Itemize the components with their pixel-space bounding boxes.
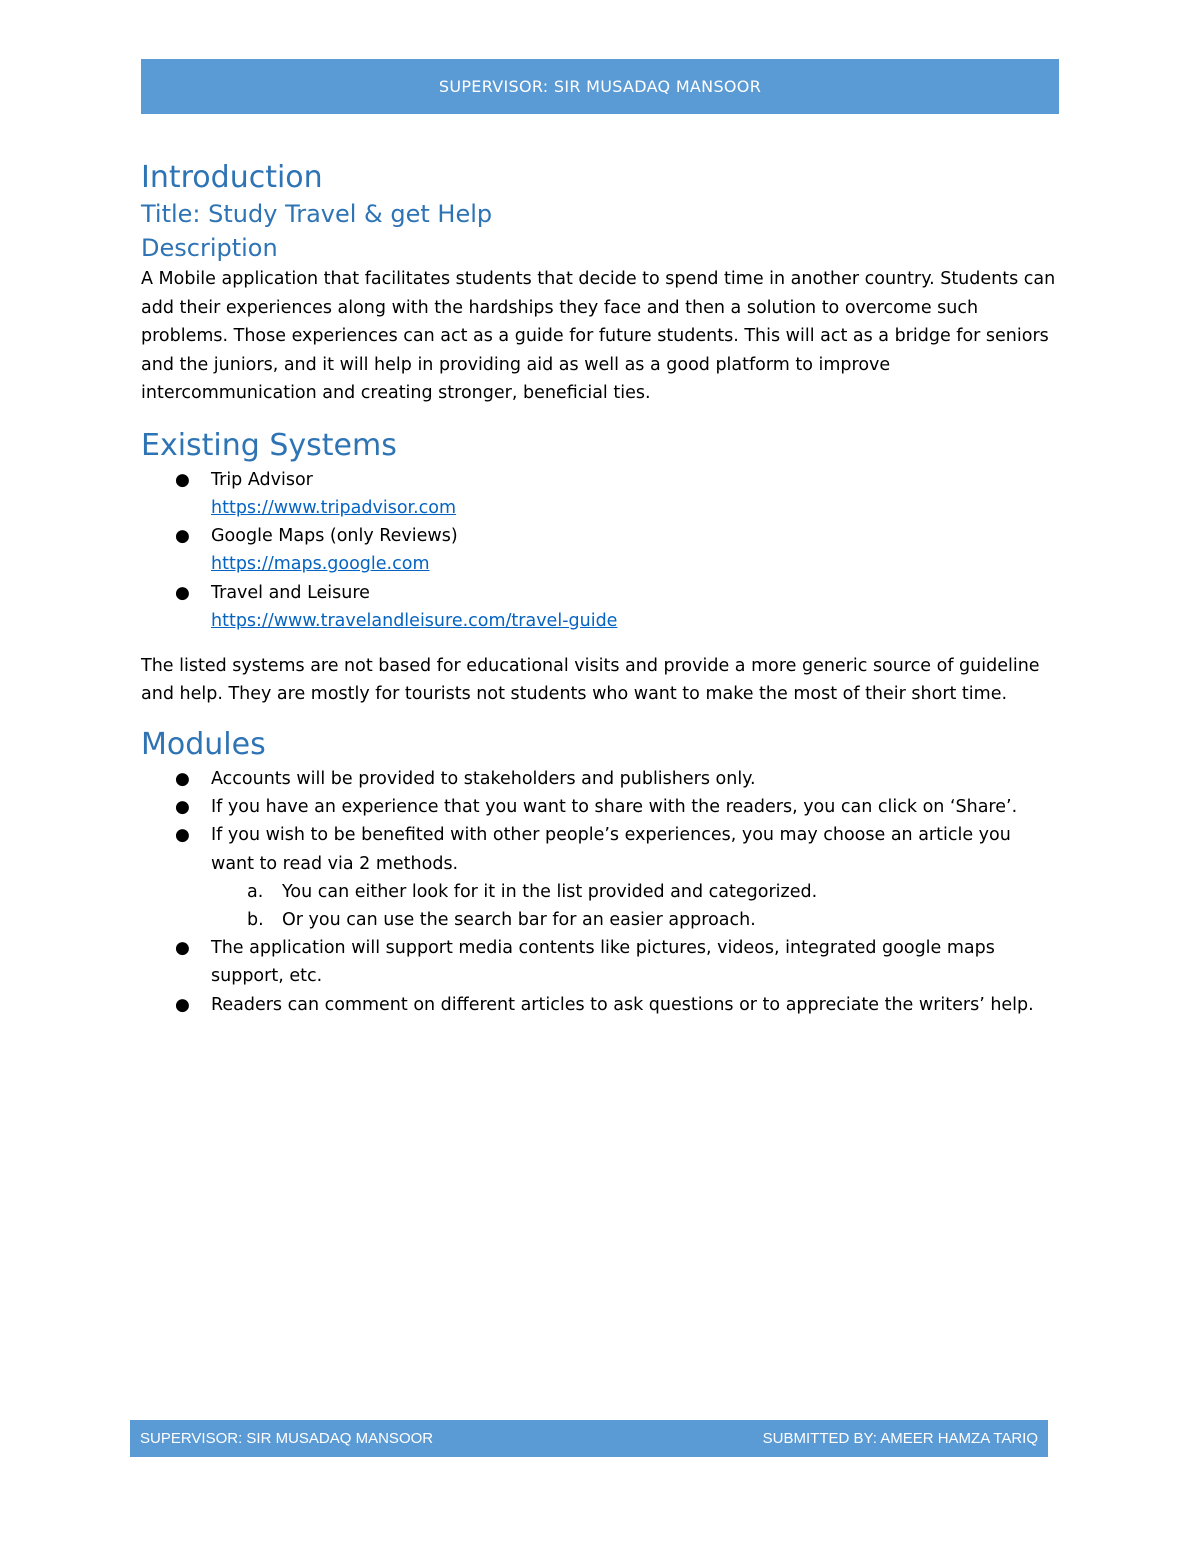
sublist-item [211, 878, 1059, 906]
sublist-text: You can either look for it in the list provided and categorized. [282, 881, 818, 902]
module-text: Accounts will be provided to stakeholders and publishers only. [211, 768, 756, 789]
bullet-icon: ● [175, 526, 190, 547]
list-item [141, 579, 1059, 635]
bullet-icon: ● [175, 938, 190, 959]
system-link-travelandleisure[interactable]: https://www.travelandleisure.com/travel-guide [211, 610, 618, 631]
list-item [141, 466, 1059, 522]
list-item [141, 522, 1059, 578]
modules-heading: Modules [141, 726, 266, 762]
list-item [141, 793, 1059, 821]
bullet-icon: ● [175, 994, 190, 1015]
footer-submitted-by-text: SUBMITTED BY: AMEER HAMZA TARIQ [762, 1430, 1038, 1447]
system-name: Google Maps (only Reviews) [211, 526, 458, 547]
module-text: If you have an experience that you want to share with the readers, you can click on ‘Share’. [211, 797, 1018, 818]
list-item [141, 821, 1059, 934]
list-item [141, 991, 1059, 1019]
module-text: If you wish to be benefited with other people’s experiences, you may choose an article you want to read via 2 methods. [211, 825, 1011, 874]
page-footer [130, 1420, 1048, 1457]
sublist-item [211, 906, 1059, 934]
system-name: Trip Advisor [211, 469, 313, 490]
list-item [141, 765, 1059, 793]
bullet-icon: ● [175, 797, 190, 818]
header-supervisor-text: SUPERVISOR: SIR MUSADAQ MANSOOR [438, 77, 762, 96]
sublist-text: Or you can use the search bar for an easier approach. [282, 909, 756, 930]
page-header [141, 59, 1059, 114]
modules-list [141, 765, 1059, 1019]
bullet-icon: ● [175, 768, 190, 789]
existing-systems-heading: Existing Systems [141, 427, 397, 463]
list-item [141, 934, 1059, 990]
system-name: Travel and Leisure [211, 582, 370, 603]
project-title-heading: Title: Study Travel & get Help [141, 200, 493, 228]
module-sublist [211, 878, 1059, 934]
bullet-icon: ● [175, 825, 190, 846]
system-link-tripadvisor[interactable]: https://www.tripadvisor.com [211, 497, 457, 518]
introduction-heading: Introduction [141, 160, 323, 195]
bullet-icon: ● [175, 582, 190, 603]
description-heading: Description [141, 233, 278, 262]
module-text: Readers can comment on different articles to ask questions or to appreciate the writers’ help. [211, 994, 1034, 1015]
module-text: The application will support media contents like pictures, videos, integrated google maps support, etc. [211, 938, 995, 987]
bullet-icon: ● [175, 469, 190, 490]
sublist-marker: b. [247, 909, 264, 930]
document-body [141, 160, 1059, 1019]
footer-supervisor-text: SUPERVISOR: SIR MUSADAQ MANSOOR [140, 1430, 434, 1447]
description-paragraph: A Mobile application that facilitates students that decide to spend time in another country. Students can add their experiences along with the hardships they face and then a solution to overcome such problems. Those experiences can act as a guide for future students. This will act as a bridge for seniors and the juniors, and it will help in providing aid as well as a good platform to improve intercommunication and creating stronger, beneficial ties. [141, 269, 1056, 404]
existing-systems-list [141, 466, 1059, 635]
sublist-marker: a. [247, 881, 264, 902]
system-link-google-maps[interactable]: https://maps.google.com [211, 554, 430, 575]
existing-systems-summary: The listed systems are not based for educational visits and provide a more generic source of guideline and help. They are mostly for tourists not students who want to make the most of their short time. [141, 655, 1040, 705]
